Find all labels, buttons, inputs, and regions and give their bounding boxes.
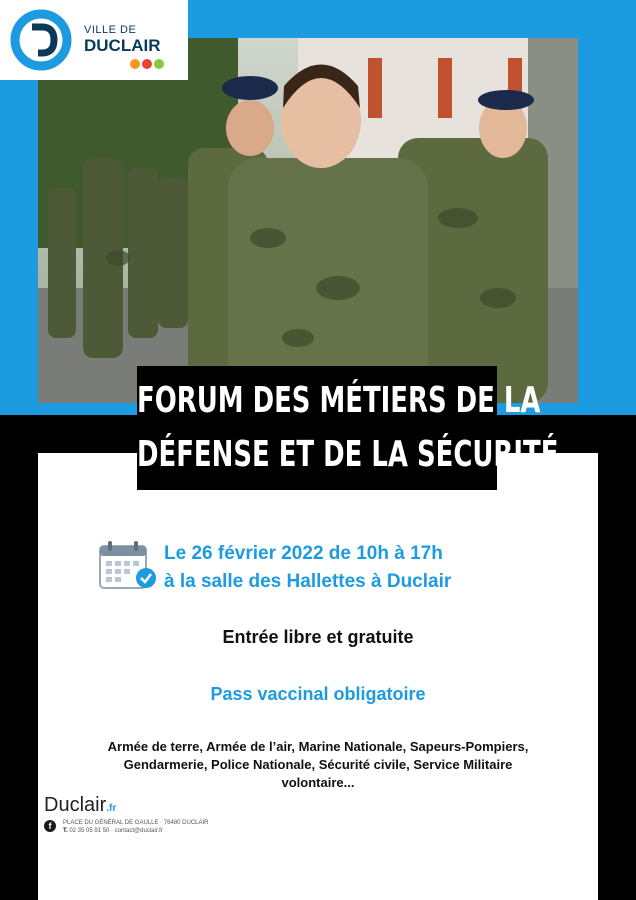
participants-list [78,738,558,792]
contact-line [63,827,209,835]
title-line-2: DÉFENSE ET DE LA SÉCURITÉ [137,434,559,475]
event-title [137,366,559,490]
event-details [164,540,451,596]
soldiers-photo [38,38,578,403]
participants-line-3: volontaire... [281,775,355,790]
title-line-1: FORUM DES MÉTIERS DE LA [137,380,541,421]
entry-text: Entrée libre et gratuite [222,627,414,647]
green-dot-icon [154,59,164,69]
red-dot-icon [142,59,152,69]
address-line: PLACE DU GÉNÉRAL DE GAULLE · 76480 DUCLAIR [63,820,209,826]
participants-line-2: Gendarmerie, Police Nationale, Sécurité civile, Service Militaire [123,757,513,772]
orange-dot-icon [130,59,140,69]
footer-brand-name: Duclair [44,794,107,816]
footer-brand-suffix: .fr [106,803,117,814]
event-date: Le 26 février 2022 de 10h à 17h [164,543,443,564]
phone-label: T. [63,828,68,834]
logo-panel[interactable] [0,0,188,80]
footer-brand[interactable] [44,794,116,817]
pass-text: Pass vaccinal obligatoire [210,684,426,704]
calendar-check-icon [98,540,158,592]
footer-address [63,819,209,835]
event-place: à la salle des Hallettes à Duclair [164,571,452,592]
logo-dots [130,59,164,69]
participants-line-1: Armée de terre, Armée de l’air, Marine Nationale, Sapeurs-Pompiers, [107,739,529,754]
facebook-icon[interactable]: f [44,820,56,832]
photo-illustration [38,38,578,403]
duclair-logo-icon [8,9,74,71]
logo-subtitle: VILLE DE [84,24,137,36]
contact-text: 02 35 05 91 50 · contact@duclair.fr [69,828,163,834]
logo-title: DUCLAIR [84,36,161,55]
